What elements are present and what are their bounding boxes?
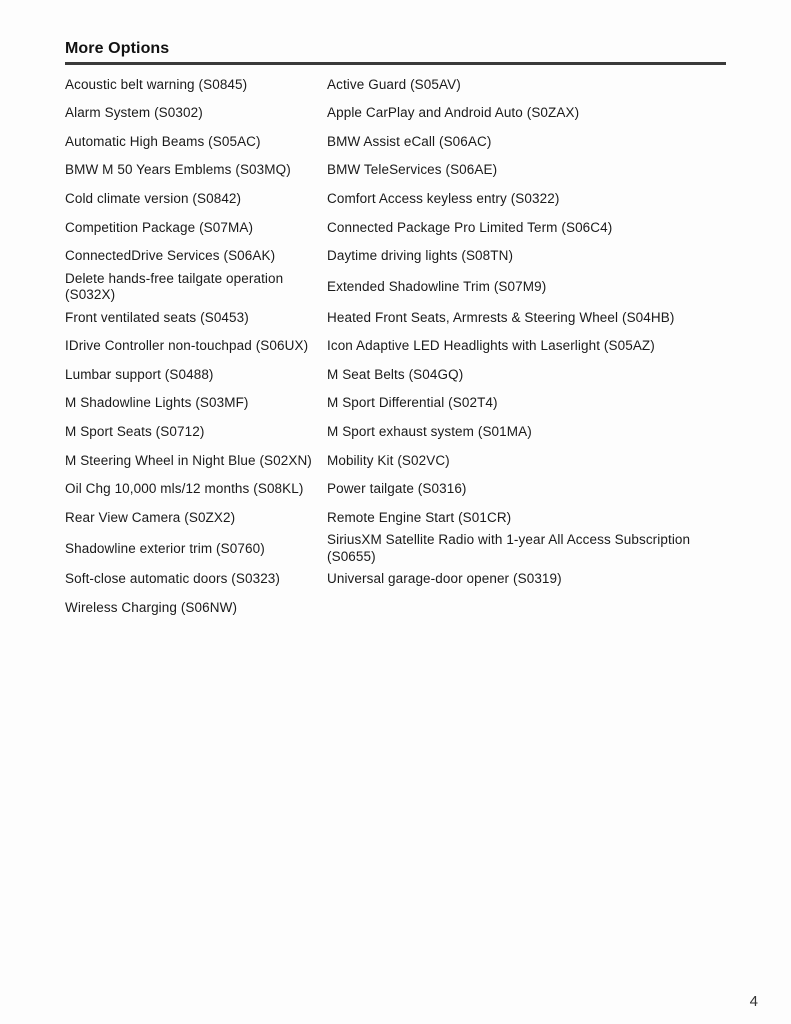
option-item: Connected Package Pro Limited Term (S06C4) <box>327 219 613 235</box>
option-row <box>65 565 726 594</box>
option-item: IDrive Controller non-touchpad (S06UX) <box>65 338 309 354</box>
option-item: Comfort Access keyless entry (S0322) <box>327 190 560 206</box>
option-row <box>65 71 726 100</box>
option-item: Front ventilated seats (S0453) <box>65 309 249 325</box>
option-row <box>65 447 726 476</box>
option-item: BMW TeleServices (S06AE) <box>327 162 498 178</box>
option-row <box>65 475 726 504</box>
option-item: Daytime driving lights (S08TN) <box>327 248 514 264</box>
option-row <box>65 389 726 418</box>
option-row <box>65 99 726 128</box>
option-item: BMW M 50 Years Emblems (S03MQ) <box>65 162 291 178</box>
option-item: Remote Engine Start (S01CR) <box>327 509 512 525</box>
option-row <box>65 213 726 242</box>
option-row <box>65 185 726 214</box>
option-item: Power tailgate (S0316) <box>327 481 467 497</box>
option-row <box>65 332 726 361</box>
option-item: Cold climate version (S0842) <box>65 190 242 206</box>
option-row <box>65 361 726 390</box>
option-row <box>65 532 726 565</box>
option-item: Apple CarPlay and Android Auto (S0ZAX) <box>327 105 580 121</box>
page-number: 4 <box>749 993 758 1010</box>
option-row <box>65 128 726 157</box>
option-item: Shadowline exterior trim (S0760) <box>65 540 265 556</box>
option-item: Universal garage-door opener (S0319) <box>327 571 562 587</box>
option-item: Competition Package (S07MA) <box>65 219 254 235</box>
option-item: Oil Chg 10,000 mls/12 months (S08KL) <box>65 481 304 497</box>
option-item: M Sport Differential (S02T4) <box>327 395 498 411</box>
option-item: Icon Adaptive LED Headlights with Laserlight (S05AZ) <box>327 338 655 354</box>
option-row <box>65 242 726 271</box>
options-section <box>65 40 726 623</box>
option-item: M Sport exhaust system (S01MA) <box>327 424 532 440</box>
option-row <box>65 504 726 533</box>
option-item: SiriusXM Satellite Radio with 1-year All Access Subscription (S0655) <box>327 532 691 564</box>
option-item: Extended Shadowline Trim (S07M9) <box>327 278 547 294</box>
options-list <box>65 71 726 623</box>
option-item: M Seat Belts (S04GQ) <box>327 366 464 382</box>
option-item: Active Guard (S05AV) <box>327 76 461 92</box>
option-row <box>65 594 726 623</box>
option-item: Soft-close automatic doors (S0323) <box>65 571 281 587</box>
option-item: Delete hands-free tailgate operation (S032X) <box>65 270 284 303</box>
option-row <box>65 271 726 304</box>
option-row <box>65 418 726 447</box>
option-item: Lumbar support (S0488) <box>65 366 214 382</box>
option-item: Alarm System (S0302) <box>65 105 203 121</box>
option-item: Rear View Camera (S0ZX2) <box>65 509 236 525</box>
section-title: More Options <box>65 40 170 57</box>
option-item: Wireless Charging (S06NW) <box>65 600 238 616</box>
option-item: M Shadowline Lights (S03MF) <box>65 395 249 411</box>
option-item: Automatic High Beams (S05AC) <box>65 133 261 149</box>
option-item: M Sport Seats (S0712) <box>65 424 205 440</box>
option-row <box>65 304 726 333</box>
option-item: BMW Assist eCall (S06AC) <box>327 133 492 149</box>
option-item: Heated Front Seats, Armrests & Steering Wheel (S04HB) <box>327 309 675 325</box>
option-item: Acoustic belt warning (S0845) <box>65 76 248 92</box>
option-row <box>65 156 726 185</box>
option-item: Mobility Kit (S02VC) <box>327 452 450 468</box>
option-item: ConnectedDrive Services (S06AK) <box>65 248 276 264</box>
section-divider <box>65 62 726 65</box>
option-item: M Steering Wheel in Night Blue (S02XN) <box>65 452 312 468</box>
